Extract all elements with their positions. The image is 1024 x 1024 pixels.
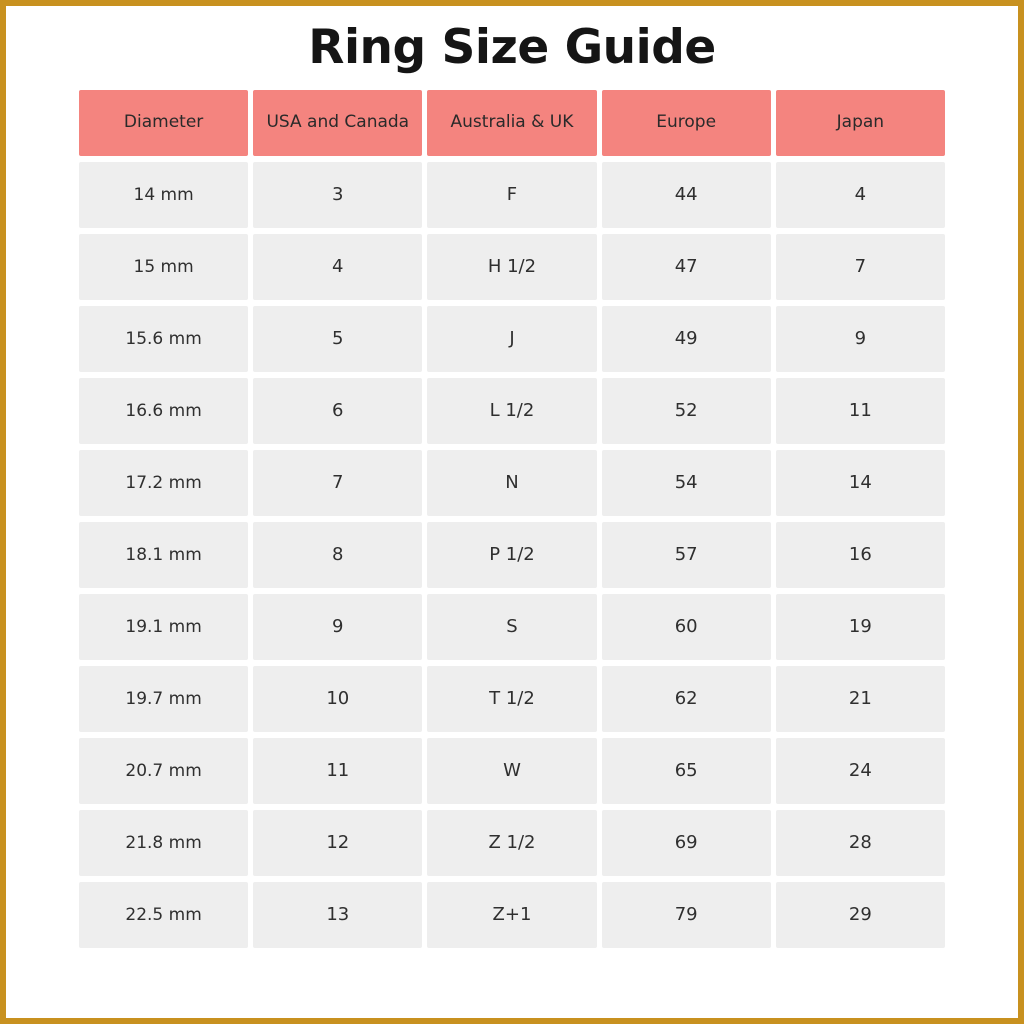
cell-australia-uk: S [427, 594, 596, 660]
cell-diameter: 18.1 mm [79, 522, 248, 588]
cell-usa-canada: 10 [253, 666, 422, 732]
table-row [79, 738, 945, 804]
cell-australia-uk: W [427, 738, 596, 804]
cell-japan: 16 [776, 522, 945, 588]
cell-europe: 49 [602, 306, 771, 372]
cell-europe: 57 [602, 522, 771, 588]
table-row [79, 378, 945, 444]
cell-usa-canada: 9 [253, 594, 422, 660]
table-row [79, 234, 945, 300]
cell-usa-canada: 4 [253, 234, 422, 300]
cell-diameter: 19.1 mm [79, 594, 248, 660]
cell-diameter: 15 mm [79, 234, 248, 300]
cell-europe: 60 [602, 594, 771, 660]
cell-usa-canada: 7 [253, 450, 422, 516]
table-row [79, 522, 945, 588]
cell-europe: 52 [602, 378, 771, 444]
cell-diameter: 16.6 mm [79, 378, 248, 444]
cell-japan: 11 [776, 378, 945, 444]
cell-japan: 14 [776, 450, 945, 516]
cell-europe: 44 [602, 162, 771, 228]
table-row [79, 594, 945, 660]
ring-size-table [74, 84, 950, 954]
cell-diameter: 15.6 mm [79, 306, 248, 372]
cell-diameter: 22.5 mm [79, 882, 248, 948]
cell-australia-uk: N [427, 450, 596, 516]
table-row [79, 450, 945, 516]
column-header-australia-uk: Australia & UK [427, 90, 596, 156]
cell-australia-uk: F [427, 162, 596, 228]
cell-australia-uk: Z 1/2 [427, 810, 596, 876]
cell-usa-canada: 13 [253, 882, 422, 948]
cell-diameter: 19.7 mm [79, 666, 248, 732]
cell-usa-canada: 12 [253, 810, 422, 876]
cell-diameter: 17.2 mm [79, 450, 248, 516]
cell-usa-canada: 3 [253, 162, 422, 228]
table-row [79, 666, 945, 732]
cell-usa-canada: 8 [253, 522, 422, 588]
cell-usa-canada: 11 [253, 738, 422, 804]
cell-europe: 47 [602, 234, 771, 300]
cell-usa-canada: 6 [253, 378, 422, 444]
cell-diameter: 14 mm [79, 162, 248, 228]
table-row [79, 162, 945, 228]
cell-japan: 19 [776, 594, 945, 660]
cell-japan: 9 [776, 306, 945, 372]
cell-europe: 65 [602, 738, 771, 804]
table-row [79, 882, 945, 948]
cell-japan: 4 [776, 162, 945, 228]
cell-europe: 62 [602, 666, 771, 732]
page-title: Ring Size Guide [308, 20, 716, 75]
cell-diameter: 20.7 mm [79, 738, 248, 804]
cell-japan: 29 [776, 882, 945, 948]
cell-europe: 54 [602, 450, 771, 516]
cell-australia-uk: Z+1 [427, 882, 596, 948]
size-table-container [74, 84, 950, 954]
cell-usa-canada: 5 [253, 306, 422, 372]
column-header-diameter: Diameter [79, 90, 248, 156]
table-header-row [79, 90, 945, 156]
cell-japan: 21 [776, 666, 945, 732]
cell-japan: 28 [776, 810, 945, 876]
column-header-europe: Europe [602, 90, 771, 156]
cell-australia-uk: T 1/2 [427, 666, 596, 732]
cell-australia-uk: L 1/2 [427, 378, 596, 444]
table-body [79, 162, 945, 948]
table-header [79, 90, 945, 156]
table-row [79, 810, 945, 876]
cell-diameter: 21.8 mm [79, 810, 248, 876]
cell-europe: 69 [602, 810, 771, 876]
cell-australia-uk: P 1/2 [427, 522, 596, 588]
cell-europe: 79 [602, 882, 771, 948]
table-row [79, 306, 945, 372]
column-header-usa-canada: USA and Canada [253, 90, 422, 156]
cell-japan: 24 [776, 738, 945, 804]
cell-japan: 7 [776, 234, 945, 300]
cell-australia-uk: J [427, 306, 596, 372]
column-header-japan: Japan [776, 90, 945, 156]
cell-australia-uk: H 1/2 [427, 234, 596, 300]
